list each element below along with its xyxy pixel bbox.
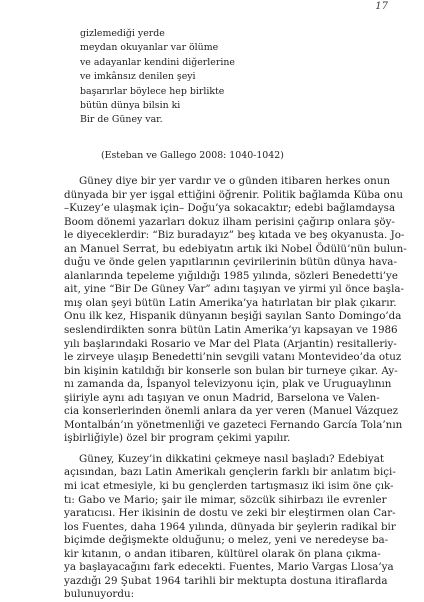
text-line: le zirveye ulaşıp Benedetti’nin sevgili vatanı Montevideo’da otuz — [64, 351, 402, 364]
text-line: ait, yine “Bir De Güney Var” adını taşıyan ve yirmi yıl önce başla- — [64, 283, 404, 296]
poem-line: meydan okuyanlar var ölüme — [80, 42, 219, 54]
text-line: tı: Gabo ve Mario; şair ile mimar, sözcük sihirbazı ile evrenler — [64, 493, 387, 506]
text-line: Güney diye bir yer vardır ve o günden itibaren herkes onun — [79, 175, 390, 187]
text-line: duğu ve önde gelen yapıtlarının çevirilerinin bütün dünya hava- — [64, 256, 397, 269]
poem-citation: (Esteban ve Gallego 2008: 1040-1042) — [101, 150, 284, 161]
body-text — [64, 175, 407, 602]
text-line: Güney, Kuzey’in dikkatini çekmeye nasıl başladı? Edebiyat — [79, 452, 384, 465]
poem-line: Bir de Güney var. — [80, 114, 163, 126]
poem-line: ve adayanlar kendini diğerlerine — [80, 56, 235, 68]
text-line: mi icat etmesiyle, ki bu gençlerden tartışmasız iki isim öne çık- — [64, 480, 394, 493]
paragraph-2 — [64, 452, 396, 602]
text-line: dünyada bir yer işgal ettiğini öğrenir. Politik bağlamda Küba onu — [64, 188, 404, 201]
text-line: –Kuzey’e ulaşmak için– Doğu’ya sokacaktır; edebi bağlamdaysa — [64, 202, 396, 215]
text-line: yaratıcısı. Her ikisinin de dostu ve zeki bir eleştirmen olan Car- — [64, 507, 396, 520]
poem-line: ve imkânsız denilen şeyi — [80, 71, 196, 83]
page-number: 17 — [375, 1, 388, 12]
poem-line: bütün dünya bilsin ki — [80, 100, 181, 112]
text-line: işbirliğiyle) özel bir program çekimi yapılır. — [64, 432, 291, 445]
text-line: kir kıtanın, o andan itibaren, kültürel olarak ön plana çıkma- — [64, 547, 381, 560]
text-line: Boom dönemi yazarları dokuz ilham perisini çağırıp onlara şöy- — [64, 215, 395, 228]
text-line: cia konserlerinden önemli anlara da yer veren (Manuel Vázquez — [64, 405, 399, 418]
text-line: yılı başlarındaki Rosario ve Mar del Plata (Arjantin) resitalleriy- — [64, 337, 397, 350]
text-line: bulunuyordu: — [64, 588, 135, 601]
poem-block — [80, 27, 380, 128]
text-line: Montalbán’ın yönetmenliği ve gazeteci Fernando García Tola’nın — [64, 418, 403, 431]
text-line: ya başlayacağını fark edecekti. Fuentes, Mario Vargas Llosa’ya — [64, 561, 394, 574]
text-line: los Fuentes, daha 1964 yılında, dünyada bir şeylerin radikal bir — [64, 520, 396, 533]
text-line: nı zamanda da, İspanyol televizyonu için, plak ve Uruguaylının — [64, 378, 392, 391]
paragraph-1 — [64, 175, 407, 446]
text-line: an Manuel Serrat, bu edebiyatın artık iki Nobel Ödülü’nün bulun- — [64, 242, 407, 255]
text-line: seslendirdikten sonra bütün Latin Amerika’yı kapsayan ve 1986 — [64, 324, 398, 337]
text-line: yazdığı 29 Şubat 1964 tarihli bir mektupta dostuna itiraflarda — [64, 574, 388, 587]
text-line: biçimde değişmekte olduğunu; o melez, yeni ve neredeyse ba- — [64, 534, 389, 547]
text-line: Onu ilk kez, Hispanik dünyanın beşiği sayılan Santo Domingo’da — [64, 310, 402, 323]
text-line: le diyeceklerdir: “Biz buradayız” beş kıtada ve beş okyanusta. Jo- — [64, 229, 405, 242]
text-line: bin kişinin katıldığı bir konserle son bulan bir turneye çıkar. Ay- — [64, 364, 398, 377]
poem-line: başarırlar böylece hep birlikte — [80, 85, 225, 97]
text-line: mış olan şeyi bütün Latin Amerika’ya hatırlatan bir plak çıkarır. — [64, 296, 397, 309]
text-line: alanlarında tepeleme yığıldığı 1985 yılında, sözleri Benedetti’ye — [64, 269, 398, 282]
text-line: şiiriyle aynı adı taşıyan ve onun Madrid, Barselona ve Valen- — [64, 391, 380, 404]
text-line: açısından, bazı Latin Amerikalı gençlerin farklı bir anlatım biçi- — [64, 466, 396, 479]
poem-line: gizlemediği yerde — [80, 28, 165, 39]
